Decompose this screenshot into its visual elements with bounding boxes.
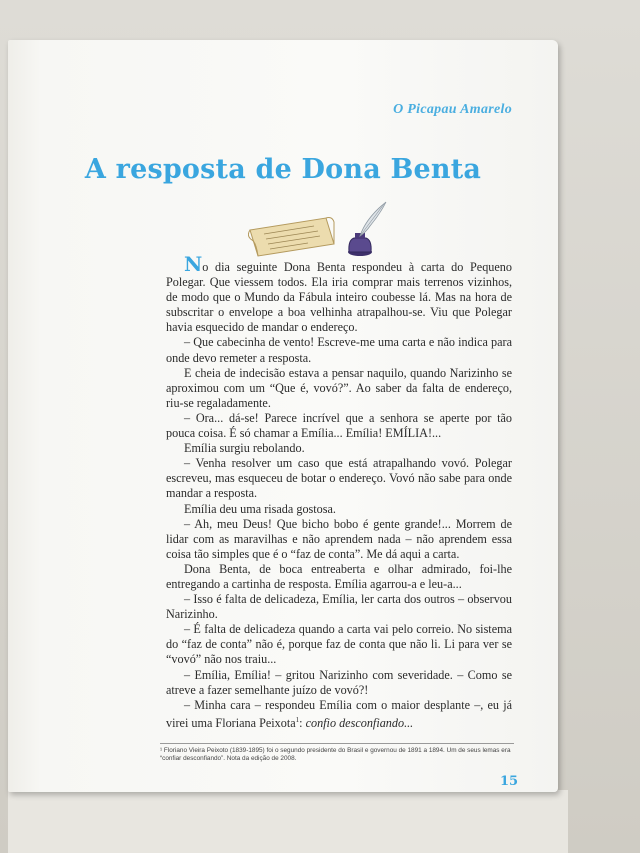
running-head: O Picapau Amarelo <box>393 102 512 117</box>
page-number: 15 <box>500 774 519 789</box>
book-page <box>8 40 558 792</box>
paragraph: – Que cabecinha de vento! Escreve-me uma carta e não indica para onde devo remeter a resposta. <box>166 335 512 365</box>
scroll-quill-inkwell-icon <box>248 200 393 260</box>
paragraph: Dona Benta, de boca entreaberta e olhar admirado, foi-lhe entregando a cartinha de resposta. Emília agarrou-a e leu-a... <box>166 561 512 591</box>
paragraph: – Ora... dá-se! Parece incrível que a senhora se aperte por tão pouca coisa. É só chamar a Emília... Emília! EMÍLIA!... <box>166 410 512 441</box>
page-underside <box>8 790 568 853</box>
drop-cap: N <box>184 252 203 276</box>
paragraph-text: : <box>299 715 306 730</box>
paragraph: – É falta de delicadeza quando a carta vai pelo correio. No sistema do “faz de conta” não é, porque faz de conta que não li. Li para ver se “vovó” não nos traiu... <box>166 622 512 667</box>
paragraph: – Emília, Emília! – gritou Narizinho com severidade. – Como se atreve a fazer semelhante juízo de vovó?! <box>166 667 512 697</box>
chapter-title: A resposta de Dona Benta <box>84 154 482 185</box>
paragraph <box>166 698 512 731</box>
paragraph <box>166 252 512 335</box>
paragraph: – Isso é falta de delicadeza, Emília, ler carta dos outros – observou Narizinho. <box>166 592 512 622</box>
paragraph: – Venha resolver um caso que está atrapalhando vovó. Polegar escreveu, mas esqueceu de botar o endereço. Vovó não sabe para onde mandar a resposta. <box>166 456 512 501</box>
paragraph: E cheia de indecisão estava a pensar naquilo, quando Narizinho se aproximou com um “Que é, vovó?”. Ao saber da falta de endereço, riu-se regaladamente. <box>166 365 512 410</box>
paragraph: – Ah, meu Deus! Que bicho bobo é gente grande!... Morrem de lidar com as maravilhas e não aprendem nada – não aprendem essa coisa tão simples que é o “faz de conta”. Me dá aqui a carta. <box>166 516 512 561</box>
italic-phrase: confio desconfiando... <box>305 715 414 730</box>
paragraph-text: o dia seguinte Dona Benta respondeu à carta do Pequeno Polegar. Que viessem todos. Ela iria comprar mais terrenos vizinhos, de modo que o Mundo da Fábula inteiro coubesse lá. Mas na hora de subscritar o envelope a boa velhinha atrapalhou-se. Viu que Polegar havia esquecido de mandar o endereço. <box>166 260 512 335</box>
footnote: ¹ Floriano Vieira Peixoto (1839-1895) foi o segundo presidente do Brasil e governou de 1891 a 1894. Um de seus lemas era “confiar desconfiando”. Nota da edição de 2008. <box>160 747 511 762</box>
paragraph-text: – Minha cara – respondeu Emília com o maior desplante –, eu já virei uma Floriana Peixota <box>166 697 512 730</box>
footnote-marker: 1 <box>295 715 300 724</box>
footnote-divider <box>160 743 514 744</box>
chapter-body <box>166 252 512 731</box>
paragraph: Emília surgiu rebolando. <box>184 441 305 456</box>
paragraph: Emília deu uma risada gostosa. <box>184 501 336 516</box>
